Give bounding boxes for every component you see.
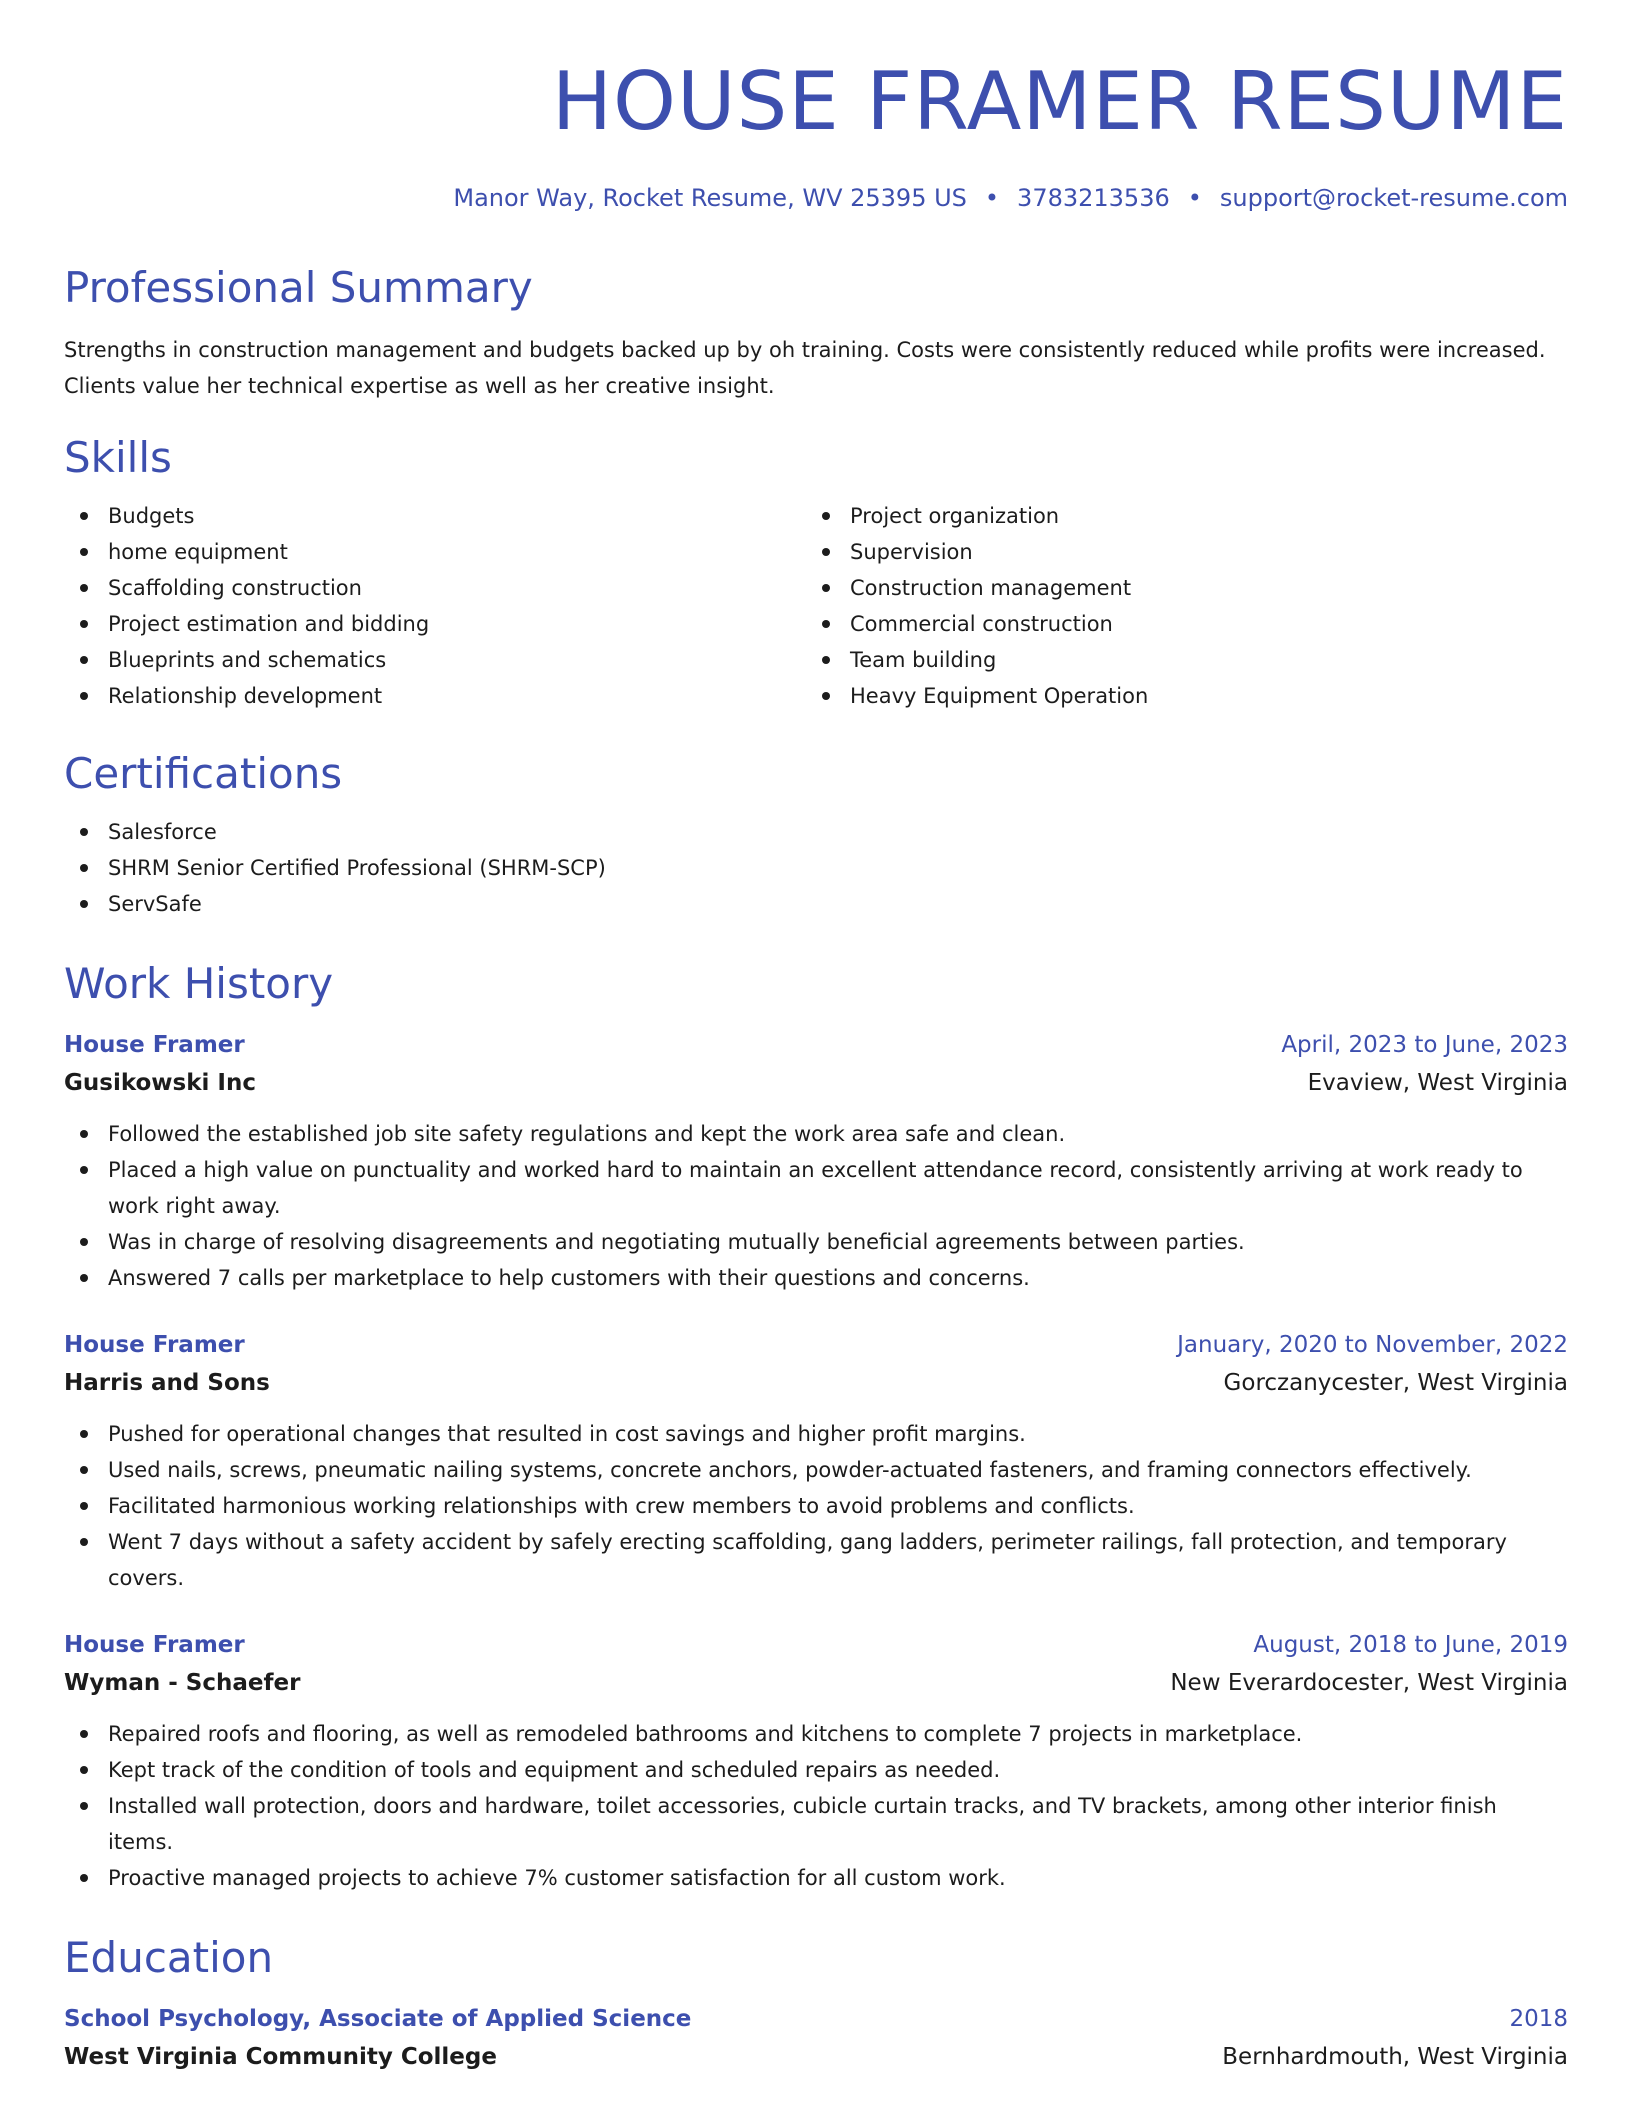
job-bullet: Went 7 days without a safety accident by safely erecting scaffolding, gang ladders, perimeter railings, fall protection, and temporary covers. <box>64 1524 1568 1596</box>
certification-item: SHRM Senior Certified Professional (SHRM-SCP) <box>64 850 1568 886</box>
job-dates: August, 2018 to June, 2019 <box>1253 1632 1568 1658</box>
skills-section <box>64 432 1568 714</box>
skills-heading: Skills <box>64 433 172 482</box>
job-entry <box>64 1626 1568 1896</box>
job-bullets <box>64 1416 1568 1596</box>
job-company: Gusikowski Inc <box>64 1070 256 1096</box>
skill-item: home equipment <box>64 534 806 570</box>
job-bullet: Pushed for operational changes that resulted in cost savings and higher profit margins. <box>64 1416 1568 1452</box>
certifications-heading: Certifications <box>64 749 343 798</box>
certification-item: ServSafe <box>64 886 1568 922</box>
skill-item: Scaffolding construction <box>64 570 806 606</box>
job-location: New Everardocester, West Virginia <box>1170 1670 1568 1696</box>
skill-item: Construction management <box>806 570 1548 606</box>
contact-separator: • <box>1187 184 1202 212</box>
contact-email: support@rocket-resume.com <box>1219 184 1568 212</box>
skills-list-right <box>806 498 1548 714</box>
contact-address: Manor Way, Rocket Resume, WV 25395 US <box>453 184 967 212</box>
summary-text: Strengths in construction management and budgets backed up by oh training. Costs were consistently reduced while profits were increased. Clients value her technical expertise as well as her creative insight. <box>64 338 1546 398</box>
skill-item: Heavy Equipment Operation <box>806 678 1548 714</box>
certifications-list <box>64 814 1568 922</box>
skill-item: Relationship development <box>64 678 806 714</box>
work-history-heading: Work History <box>64 959 334 1008</box>
job-location: Evaview, West Virginia <box>1307 1070 1568 1096</box>
skill-item: Supervision <box>806 534 1548 570</box>
job-bullet: Was in charge of resolving disagreements and negotiating mutually beneficial agreements between parties. <box>64 1224 1568 1260</box>
job-location: Gorczanycester, West Virginia <box>1223 1370 1568 1396</box>
job-entry <box>64 1026 1568 1296</box>
job-bullet: Placed a high value on punctuality and worked hard to maintain an excellent attendance record, consistently arriving at work ready to work right away. <box>64 1152 1568 1224</box>
contact-phone: 3783213536 <box>1017 184 1170 212</box>
job-bullet: Proactive managed projects to achieve 7% customer satisfaction for all custom work. <box>64 1860 1568 1896</box>
job-bullet: Facilitated harmonious working relationships with crew members to avoid problems and conflicts. <box>64 1488 1568 1524</box>
contact-line <box>453 182 1568 214</box>
education-entry <box>64 2000 1568 2076</box>
certifications-section <box>64 748 1568 922</box>
work-history-section <box>64 958 1568 1896</box>
skills-columns <box>64 498 1568 714</box>
job-bullets <box>64 1116 1568 1296</box>
job-bullet: Followed the established job site safety regulations and kept the work area safe and clean. <box>64 1116 1568 1152</box>
skill-item: Budgets <box>64 498 806 534</box>
skill-item: Blueprints and schematics <box>64 642 806 678</box>
summary-section <box>64 262 1568 404</box>
skill-item: Commercial construction <box>806 606 1548 642</box>
job-dates: April, 2023 to June, 2023 <box>1281 1032 1568 1058</box>
job-company: Wyman - Schaefer <box>64 1670 301 1696</box>
education-section <box>64 1932 1568 2076</box>
job-title: House Framer <box>64 1032 245 1058</box>
job-title: House Framer <box>64 1632 245 1658</box>
education-degree: School Psychology, Associate of Applied Science <box>64 2006 692 2032</box>
education-year: 2018 <box>1509 2006 1568 2032</box>
job-bullets <box>64 1716 1568 1896</box>
job-company: Harris and Sons <box>64 1370 270 1396</box>
job-entry <box>64 1326 1568 1596</box>
job-dates: January, 2020 to November, 2022 <box>1177 1332 1568 1358</box>
job-bullet: Used nails, screws, pneumatic nailing systems, concrete anchors, powder-actuated fasteners, and framing connectors effectively. <box>64 1452 1568 1488</box>
skills-list-left <box>64 498 806 714</box>
education-location: Bernhardmouth, West Virginia <box>1222 2044 1568 2070</box>
skill-item: Project estimation and bidding <box>64 606 806 642</box>
education-heading: Education <box>64 1933 274 1982</box>
certification-item: Salesforce <box>64 814 1568 850</box>
resume-title: HOUSE FRAMER RESUME <box>551 55 1568 148</box>
education-school: West Virginia Community College <box>64 2044 497 2070</box>
skill-item: Team building <box>806 642 1548 678</box>
contact-separator: • <box>984 184 1000 212</box>
skill-item: Project organization <box>806 498 1548 534</box>
job-title: House Framer <box>64 1332 245 1358</box>
job-bullet: Installed wall protection, doors and hardware, toilet accessories, cubicle curtain tracks, and TV brackets, among other interior finish items. <box>64 1788 1568 1860</box>
summary-heading: Professional Summary <box>64 263 533 312</box>
job-bullet: Kept track of the condition of tools and equipment and scheduled repairs as needed. <box>64 1752 1568 1788</box>
job-bullet: Repaired roofs and flooring, as well as remodeled bathrooms and kitchens to complete 7 projects in marketplace. <box>64 1716 1568 1752</box>
job-bullet: Answered 7 calls per marketplace to help customers with their questions and concerns. <box>64 1260 1568 1296</box>
